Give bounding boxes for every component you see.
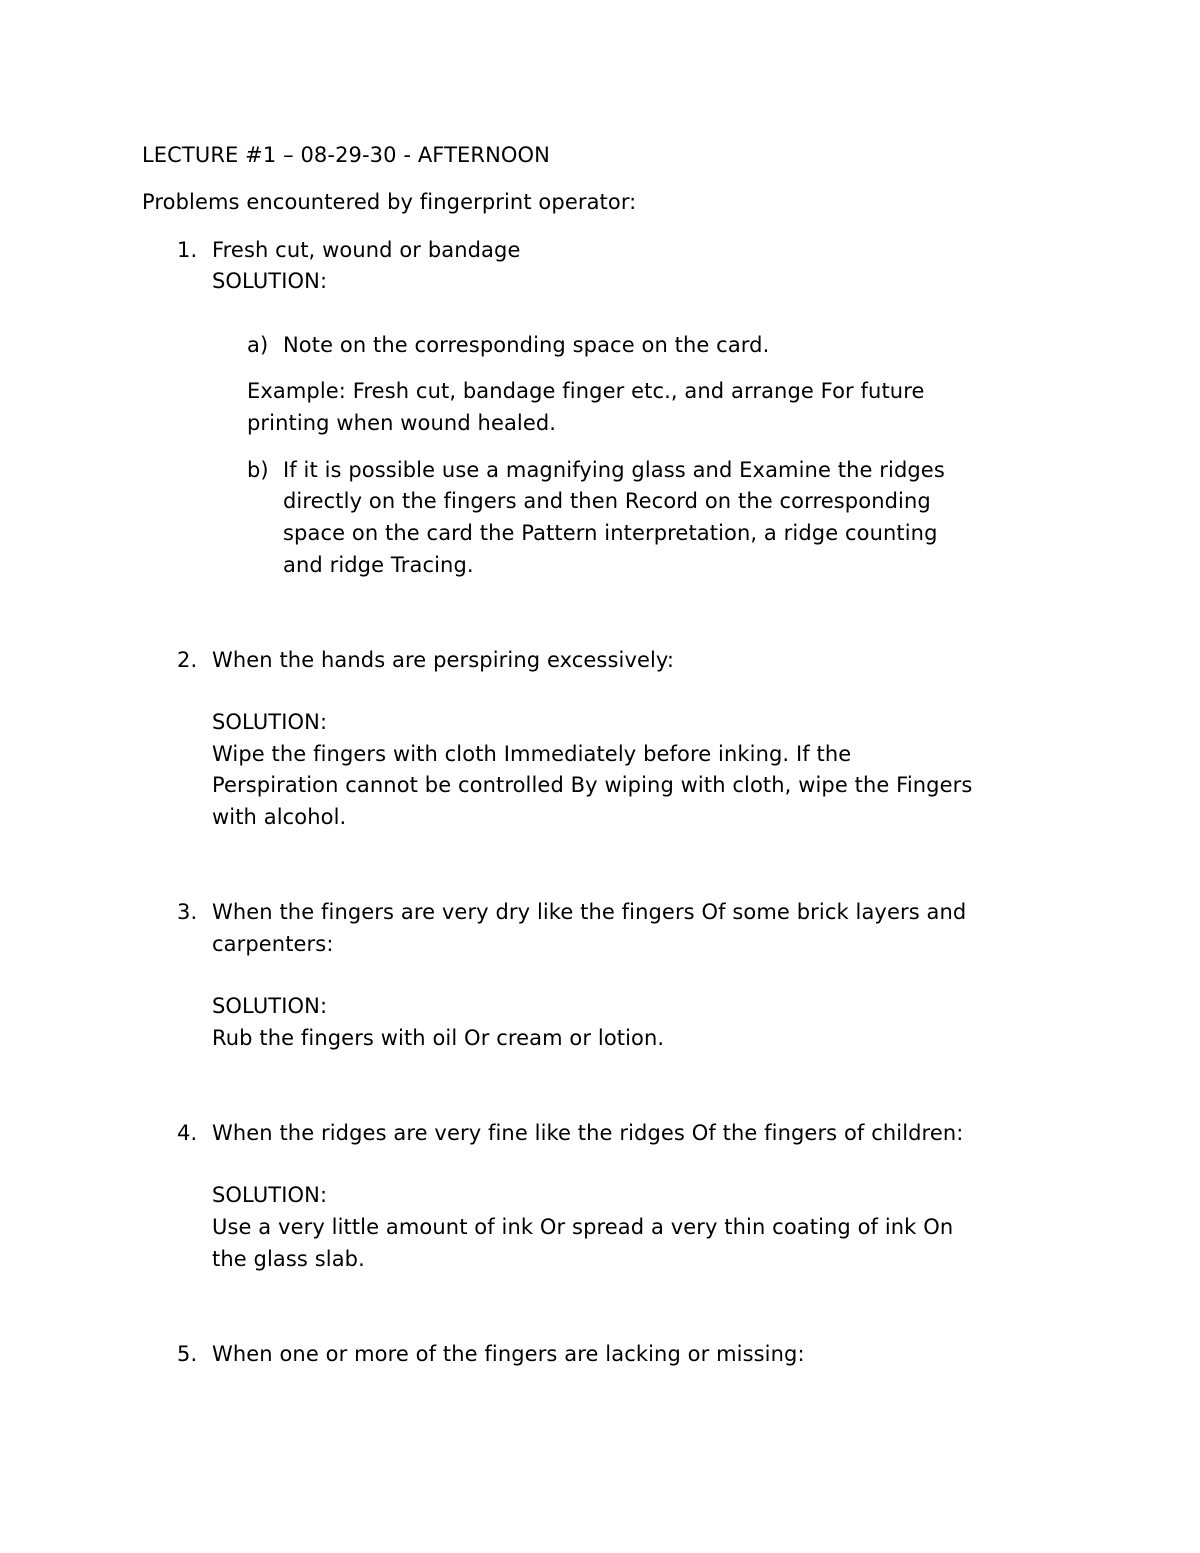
- item-1-sub-a-text: Note on the corresponding space on the card.: [283, 333, 770, 357]
- item-1-number: 1.: [177, 238, 198, 262]
- intro-text: Problems encountered by fingerprint operator:: [142, 190, 637, 214]
- item-1-sub-a-letter: a): [247, 333, 269, 357]
- document-title: LECTURE #1 – 08-29-30 - AFTERNOON: [142, 143, 550, 167]
- item-2-solution-line-1: Wipe the fingers with cloth Immediately before inking. If the: [212, 742, 852, 766]
- item-5-number: 5.: [177, 1342, 198, 1366]
- item-3-number: 3.: [177, 900, 198, 924]
- item-1-sub-b-line-3: space on the card the Pattern interpretation, a ridge counting: [283, 521, 938, 545]
- item-1-sub-b-line-1: If it is possible use a magnifying glass and Examine the ridges: [283, 458, 945, 482]
- item-1-heading: Fresh cut, wound or bandage: [212, 238, 521, 262]
- item-2-solution-line-3: with alcohol.: [212, 805, 347, 829]
- item-2-heading: When the hands are perspiring excessively:: [212, 648, 675, 672]
- item-2-solution-label: SOLUTION:: [212, 710, 328, 734]
- item-4-number: 4.: [177, 1121, 198, 1145]
- item-4-solution-line-2: the glass slab.: [212, 1247, 365, 1271]
- item-1-solution-label: SOLUTION:: [212, 269, 328, 293]
- item-4-solution-line-1: Use a very little amount of ink Or spread a very thin coating of ink On: [212, 1215, 954, 1239]
- item-2-number: 2.: [177, 648, 198, 672]
- item-4-heading: When the ridges are very fine like the ridges Of the fingers of children:: [212, 1121, 964, 1145]
- item-3-solution-label: SOLUTION:: [212, 994, 328, 1018]
- item-2-solution-line-2: Perspiration cannot be controlled By wiping with cloth, wipe the Fingers: [212, 773, 973, 797]
- item-1-sub-b-letter: b): [247, 458, 269, 482]
- item-1-example-line-2: printing when wound healed.: [247, 411, 557, 435]
- item-3-heading-line-2: carpenters:: [212, 932, 334, 956]
- item-1-sub-b-line-4: and ridge Tracing.: [283, 553, 474, 577]
- item-3-heading-line-1: When the fingers are very dry like the fingers Of some brick layers and: [212, 900, 967, 924]
- item-1-example-line-1: Example: Fresh cut, bandage finger etc., and arrange For future: [247, 379, 925, 403]
- item-4-solution-label: SOLUTION:: [212, 1183, 328, 1207]
- item-5-heading: When one or more of the fingers are lacking or missing:: [212, 1342, 805, 1366]
- item-1-sub-b-line-2: directly on the fingers and then Record on the corresponding: [283, 489, 931, 513]
- item-3-solution-line-1: Rub the fingers with oil Or cream or lotion.: [212, 1026, 665, 1050]
